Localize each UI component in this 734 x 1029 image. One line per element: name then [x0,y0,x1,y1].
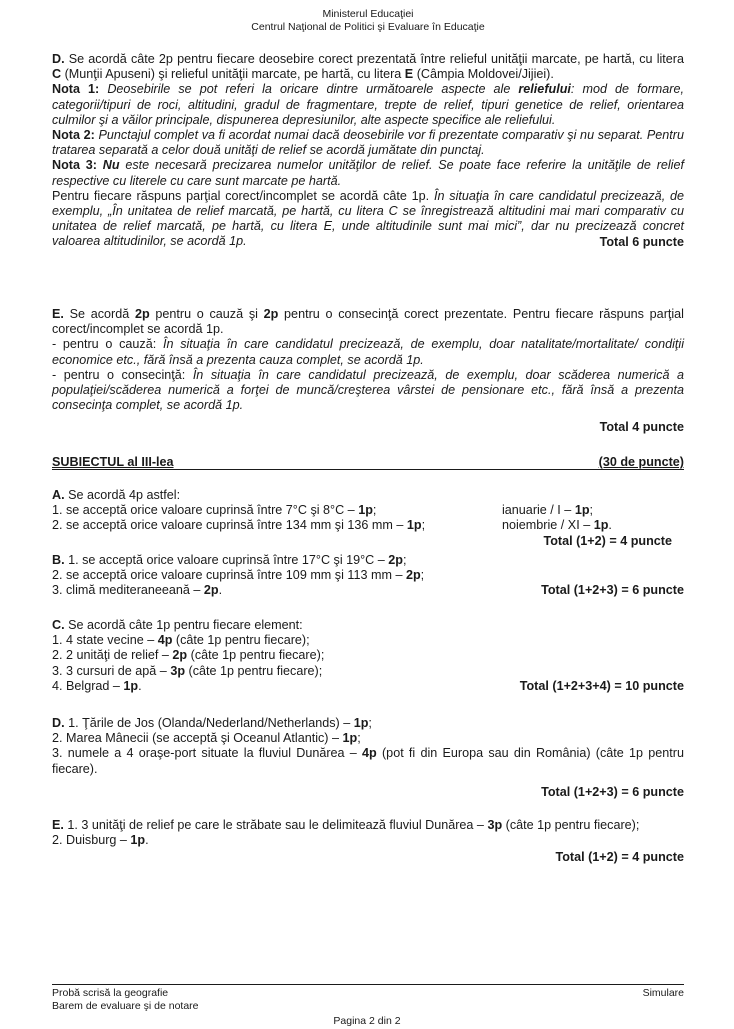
footer-barem: Barem de evaluare şi de notare [52,1000,199,1012]
item-e-line-2: 2. Duisburg – 1p. [52,833,149,848]
nota-2: Nota 2: Punctajul complet va fi acordat numai dacă deosebirile vor fi prezentate comparativ şi nu separat. Pentru tratarea separată a celor două unităţi de relief se acordă jumătate din punctaj. [52,128,684,158]
section-d-intro: D. Se acordă câte 2p pentru fiecare deosebire corect prezentată între relieful unităţii marcate, pe hartă, cu litera C (Munţii Apuseni) şi relieful unităţii marcate, pe hartă, cu litera E (Câmpia Moldovei/Jijiei). [52,52,684,82]
item-c-line-2: 2. 2 unităţi de relief – 2p (câte 1p pentru fiecare); [52,648,325,663]
item-b-line-2: 2. se acceptă orice valoare cuprinsă între 109 mm şi 113 mm – 2p; [52,568,425,583]
item-b-line-1: B. 1. se acceptă orice valoare cuprinsă între 17°C şi 19°C – 2p; [52,553,407,567]
item-e-total: Total (1+2) = 4 puncte [555,850,684,865]
item-b-total: Total (1+2+3) = 6 puncte [541,583,684,598]
section-e-total: Total 4 puncte [599,420,684,435]
item-d-line-2: 2. Marea Mânecii (se acceptă şi Oceanul Atlantic) – 1p; [52,731,361,746]
section-e-intro: E. Se acordă 2p pentru o cauză şi 2p pentru o consecinţă corect prezentate. Pentru fiecare răspuns parţial corect/incomplet se acordă 1p. [52,307,684,337]
page-header [52,0,684,34]
item-e [52,818,684,866]
subject-3-title: SUBIECTUL al III-lea [52,455,174,469]
item-a [52,488,684,549]
item-e-line-1: E. 1. 3 unităţi de relief pe care le străbate sau le delimitează fluviul Dunărea – 3p (câte 1p pentru fiecare); [52,818,640,832]
item-d [52,716,684,800]
section-d-total: Total 6 puncte [599,234,684,249]
page-number: Pagina 2 din 2 [333,1015,401,1027]
nota-1: Nota 1: Deosebirile se pot referi la oricare dintre următoarele aspecte ale reliefului: mod de formare, categorii/tipuri de roci, altitudini, gradul de fragmentare, trepte de relief, tipuri genetice de relief, orientarea culmilor şi a văilor principale, dispunerea depresiunilor, alte aspecte specifice ale reliefului. [52,82,684,127]
subject-3-points: (30 de puncte) [598,455,684,469]
item-b-line-3: 3. climă mediteraneeană – 2p. Total (1+2+3) = 6 puncte [52,583,684,598]
cause-note: - pentru o cauză: În situaţia în care candidatul precizează, de exemplu, doar natalitate/mortalitate/ condiţii economice etc., fără însă a prezenta cauza complet, se acordă 1p. [52,337,684,367]
item-c-line-1: 1. 4 state vecine – 4p (câte 1p pentru fiecare); [52,633,310,648]
consequence-note: - pentru o consecinţă: În situaţia în care candidatul precizează, de exemplu, doar scăderea numerică a populaţiei/scăderea numerică a forţei de muncă/creşterea vârstei de pensionare etc., fără însă a prezenta consecinţa complet, se acordă 1p. [52,367,684,413]
item-a-right-2: noiembrie / XI – 1p. [502,518,612,533]
item-a-line-1: 1. se acceptă orice valoare cuprinsă între 7°C şi 8°C – 1p; ianuarie / I – 1p; [52,503,594,518]
nota-3: Nota 3: Nu este necesară precizarea numelor unităţilor de relief. Se poate face referire la unităţile de relief respective cu literele cu care sunt marcate pe hartă. [52,158,684,188]
item-a-total: Total (1+2) = 4 puncte [543,533,672,548]
item-c-total: Total (1+2+3+4) = 10 puncte [519,678,684,693]
item-a-line-2: 2. se acceptă orice valoare cuprinsă între 134 mm şi 136 mm – 1p; noiembrie / XI – 1p. [52,518,612,533]
item-b [52,553,684,599]
item-a-intro: A. Se acordă 4p astfel: [52,488,181,502]
section-d [52,52,684,250]
footer-simulation: Simulare [642,987,684,999]
page-footer [52,987,684,1013]
item-d-line-1: D. 1. Ţările de Jos (Olanda/Nederland/Netherlands) – 1p; [52,716,372,730]
footer-divider [52,984,684,985]
footer-exam: Probă scrisă la geografie [52,987,169,999]
header-center: Centrul Naţional de Politici şi Evaluare în Educaţie [251,21,485,33]
item-d-total: Total (1+2+3) = 6 puncte [541,784,684,799]
partial-answer-note: Pentru fiecare răspuns parţial corect/incomplet se acordă câte 1p. În situaţia în care candidatul precizează, de exemplu, „În unitatea de relief marcată, pe hartă, cu litera C se înregistrează altitudini mai mari comparativ cu unitatea de relief marcată, pe hartă, cu litera E, unde altitudinile sunt mai mici”, dar nu precizează concret valoarea altitudinilor, se acordă 1p. [52,188,684,249]
section-e [52,307,684,436]
item-c-line-3: 3. 3 cursuri de apă – 3p (câte 1p pentru fiecare); [52,663,323,678]
item-d-line-3: 3. numele a 4 oraşe-port situate la fluviul Dunărea – 4p (pot fi din Europa sau din România) (câte 1p pentru fiecare). [52,746,684,776]
item-c [52,618,684,694]
item-a-right-1: ianuarie / I – 1p; [502,503,594,518]
item-c-line-4: 4. Belgrad – 1p. Total (1+2+3+4) = 10 puncte [52,678,684,693]
subject-3-heading [52,455,684,470]
item-c-intro: C. Se acordă câte 1p pentru fiecare element: [52,618,303,632]
header-ministry: Ministerul Educaţiei [322,8,414,20]
